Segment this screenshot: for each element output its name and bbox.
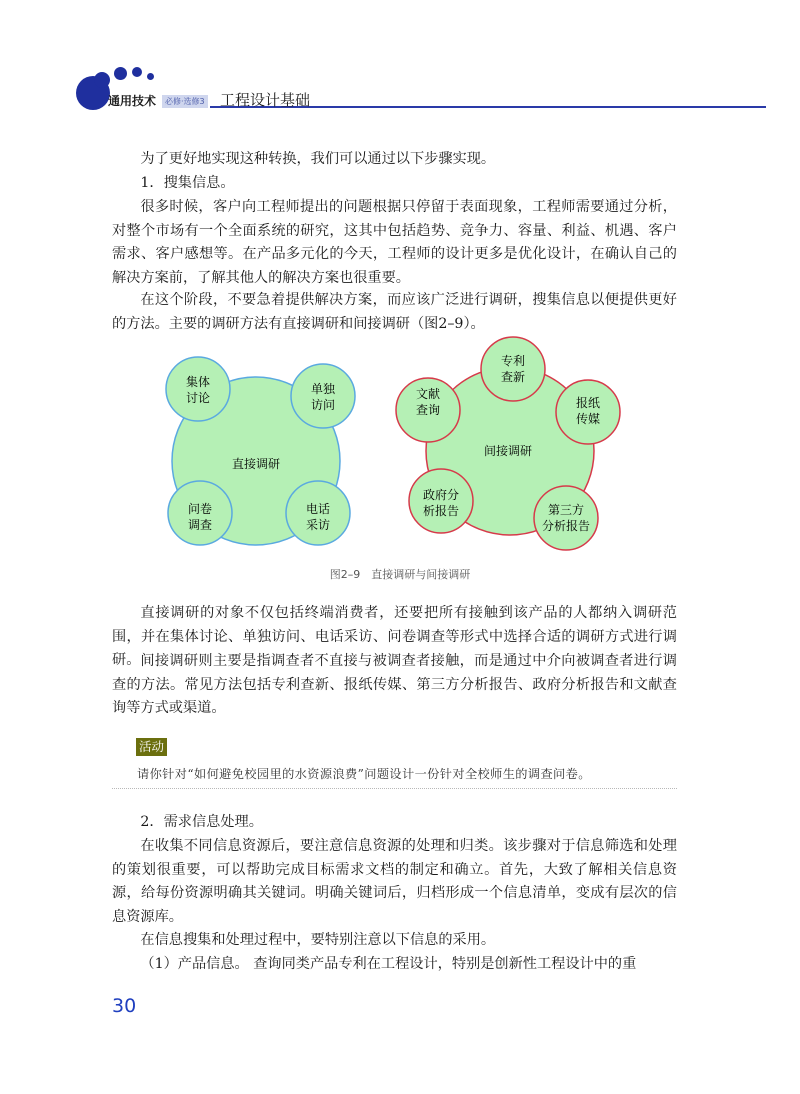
paragraph: 直接调研的对象不仅包括终端消费者，还要把所有接触到该产品的人都纳入调研范围，并在集体讨论、单独访问、电话采访、问卷调查等形式中选择合适的调研方式进行调研。 [112, 605, 677, 668]
indirect-node-circle [481, 337, 545, 401]
direct-node-label: 采访 [305, 518, 331, 532]
page-number: 30 [112, 995, 137, 1017]
paragraph: 在收集不同信息资源后，要注意信息资源的处理和归类。该步骤对于信息筛选和处理的策划很重要，可以帮助完成目标需求文档的制定和确立。首先，大致了解相关信息资源，给每份资源明确其关键词。明确关键词后，归档形成一个信息清单，变成有层次的信息资源库。 [112, 838, 677, 925]
indirect-center-label: 间接调研 [483, 444, 533, 458]
header-dot [132, 67, 142, 77]
figure-caption: 图2–9 直接调研与间接调研 [329, 568, 471, 581]
indirect-research-group [396, 337, 620, 550]
paragraph: 在这个阶段，不要急着提供解决方案，而应该广泛进行调研，搜集信息以便提供更好的方法。主要的调研方法有直接调研和间接调研（图2–9）。 [112, 292, 677, 332]
indirect-node-label: 传媒 [575, 412, 601, 426]
indirect-node-label: 第三方 [547, 503, 585, 517]
section-heading: 2．需求信息处理。 [140, 814, 263, 830]
indirect-node-label: 分析报告 [541, 519, 591, 533]
paragraph: 间接调研则主要是指调查者不直接与被调查者接触，而是通过中介向被调查者进行调查的方法。常见方法包括专利查新、报纸传媒、第三方分析报告、政府分析报告和文献查询等方式或渠道。 [112, 653, 677, 716]
header-title: 工程设计基础 [220, 91, 311, 109]
indirect-node-label: 政府分 [422, 488, 460, 502]
header-dot [147, 73, 154, 80]
direct-node-label: 讨论 [185, 391, 211, 405]
indirect-node-label: 析报告 [422, 504, 460, 518]
indirect-node-label: 查新 [500, 370, 526, 384]
header-subject: 通用技术 [108, 94, 157, 108]
direct-node-circle [291, 364, 355, 428]
activity-divider [112, 788, 677, 789]
direct-node-label: 集体 [185, 375, 211, 389]
indirect-node-circle [534, 486, 598, 550]
header-dot [94, 72, 110, 88]
direct-node-label: 单独 [310, 382, 336, 396]
indirect-node-label: 查询 [415, 403, 441, 417]
direct-node-label: 访问 [310, 398, 336, 412]
direct-node-circle [166, 357, 230, 421]
indirect-node-label: 专利 [500, 354, 526, 368]
direct-node-label: 电话 [305, 502, 331, 516]
direct-node-label: 问卷 [187, 502, 213, 516]
header-dot [114, 67, 127, 80]
direct-research-group [166, 357, 355, 545]
activity-text: 请你针对“如何避免校园里的水资源浪费”问题设计一份针对全校师生的调查问卷。 [137, 767, 591, 781]
paragraph: （1）产品信息。 查询同类产品专利在工程设计，特别是创新性工程设计中的重 [140, 956, 637, 972]
figure-research-methods [0, 336, 800, 566]
indirect-node-label: 文献 [415, 387, 441, 401]
paragraph: 很多时候，客户向工程师提出的问题根据只停留于表面现象，工程师需要通过分析，对整个市场有一个全面系统的研究，这其中包括趋势、竞争力、容量、利益、机遇、客户需求、客户感想等。在产品多元化的今天，工程师的设计更多是优化设计，在确认自己的解决方案前，了解其他人的解决方案也很重要。 [112, 199, 677, 286]
direct-node-label: 调查 [187, 518, 213, 532]
section-heading: 1．搜集信息。 [140, 175, 235, 191]
direct-center-label: 直接调研 [231, 457, 281, 471]
indirect-node-label: 报纸 [575, 396, 601, 410]
activity-label: 活动 [136, 738, 167, 756]
header-tag: 必修·选修3 [162, 95, 208, 108]
paragraph: 为了更好地实现这种转换，我们可以通过以下步骤实现。 [140, 151, 496, 167]
paragraph: 在信息搜集和处理过程中，要特别注意以下信息的采用。 [140, 932, 496, 948]
